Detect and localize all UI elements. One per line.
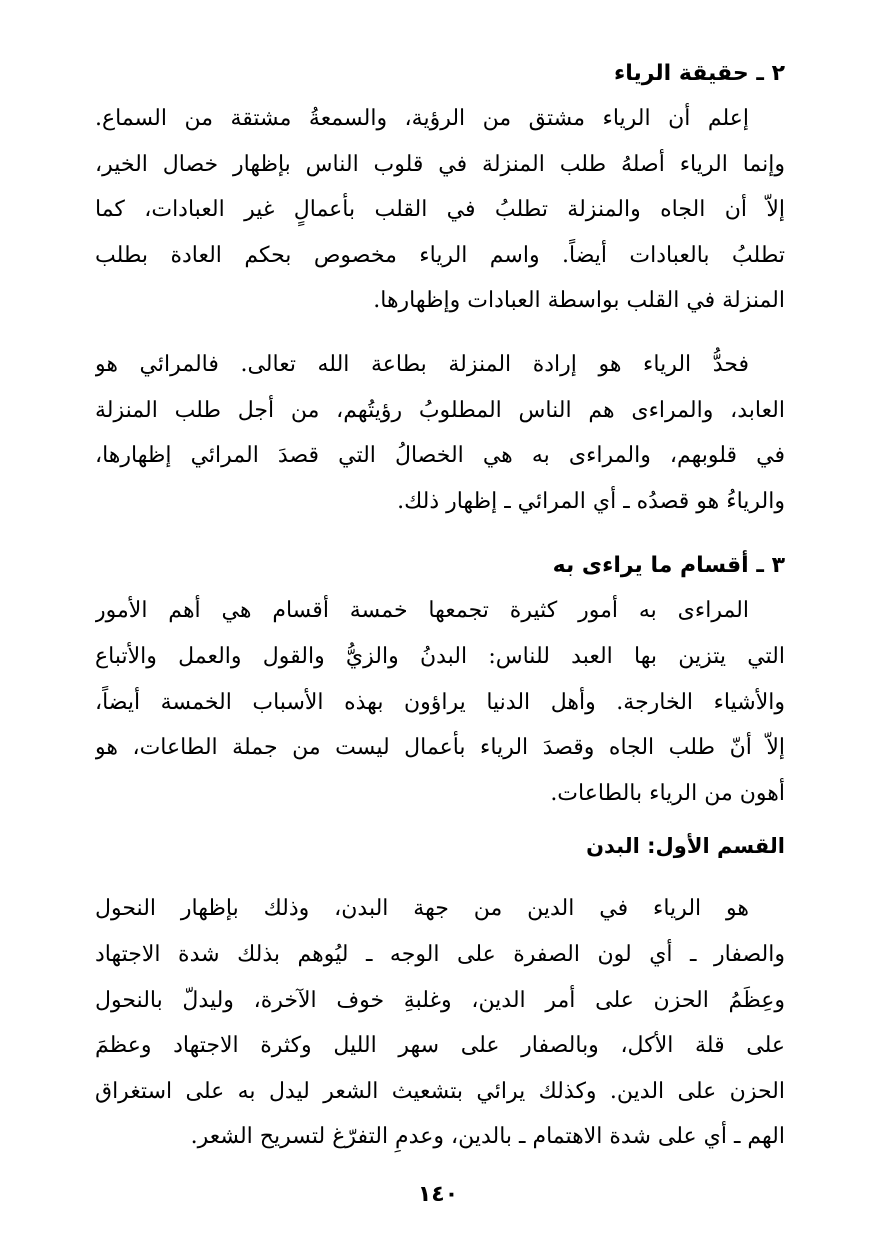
text-line: إعلم أن الرياء مشتق من الرؤية، والسمعةُ مشتقة من السماع. — [95, 106, 749, 131]
text-line: على قلة الأكل، وبالصفار على سهر الليل وكثرة الاجتهاد وعظمَ — [95, 1033, 785, 1059]
text-line: والأشياء الخارجة. وأهل الدنيا يراؤون بهذه الأسباب الخمسة أيضاً، — [95, 689, 785, 715]
paragraph-definition — [95, 96, 785, 324]
text-line: فحدُّ الرياء هو إرادة المنزلة بطاعة الله تعالى. فالمرائي هو — [95, 351, 749, 377]
text-line: والرياءُ هو قصدُه ـ أي المرائي ـ إظهار ذلك. — [397, 488, 785, 514]
text-line: الحزن على الدين. وكذلك يرائي بتشعيث الشعر ليدل به على استغراق — [95, 1078, 785, 1104]
text-line: العابد، والمراءى هم الناس المطلوبُ رؤيتُهم، من أجل طلب المنزلة — [95, 397, 785, 423]
text-line: المنزلة في القلب بواسطة العبادات وإظهارها. — [373, 288, 785, 314]
text-line: أهون من الرياء بالطاعات. — [550, 780, 785, 806]
text-line: وعِظَمُ الحزن على أمر الدين، وغلبةِ خوف الآخرة، وليدلّ بالنحول — [95, 987, 785, 1013]
text-line: في قلوبهم، والمراءى به هي الخصالُ التي قصدَ المرائي إظهارها، — [95, 443, 785, 469]
text-line: إلاّ أنّ طلب الجاه وقصدَ الرياء بأعمال ليست من جملة الطاعات، هو — [95, 735, 785, 761]
page-number: ١٤٠ — [417, 1182, 459, 1207]
section-heading-categories: ٣ ـ أقسام ما يراءى به — [552, 553, 785, 579]
text-line: المراءى به أمور كثيرة تجمعها خمسة أقسام هي أهم الأمور — [95, 598, 749, 624]
page-content — [95, 52, 785, 1160]
text-line: التي يتزين بها العبد للناس: البدنُ والزيُّ والقول والعمل والأتباع — [95, 643, 785, 669]
text-line: الهم ـ أي على شدة الاهتمام ـ بالدين، وعدمِ التفرّغ لتسريح الشعر. — [190, 1124, 785, 1150]
paragraph-limits-of-riya — [95, 342, 785, 524]
text-line: إلاّ أن الجاه والمنزلة تطلبُ في القلب بأعمالٍ غير العبادات، كما — [95, 197, 785, 223]
text-line: هو الرياء في الدين من جهة البدن، وذلك بإظهار النحول — [95, 896, 749, 922]
subheading-body: القسم الأول: البدن — [586, 834, 785, 859]
section-heading-reality-of-riya: ٢ ـ حقيقة الرياء — [613, 61, 785, 86]
text-line: تطلبُ بالعبادات أيضاً. واسم الرياء مخصوص بحكم العادة بطلب — [95, 242, 785, 268]
paragraph-body — [95, 886, 785, 1160]
text-line: وإنما الرياء أصلهُ طلب المنزلة في قلوب الناس بإظهار خصال الخير، — [95, 151, 785, 177]
paragraph-categories — [95, 588, 785, 816]
text-line: والصفار ـ أي لون الصفرة على الوجه ـ ليُوهم بذلك شدة الاجتهاد — [95, 941, 785, 967]
